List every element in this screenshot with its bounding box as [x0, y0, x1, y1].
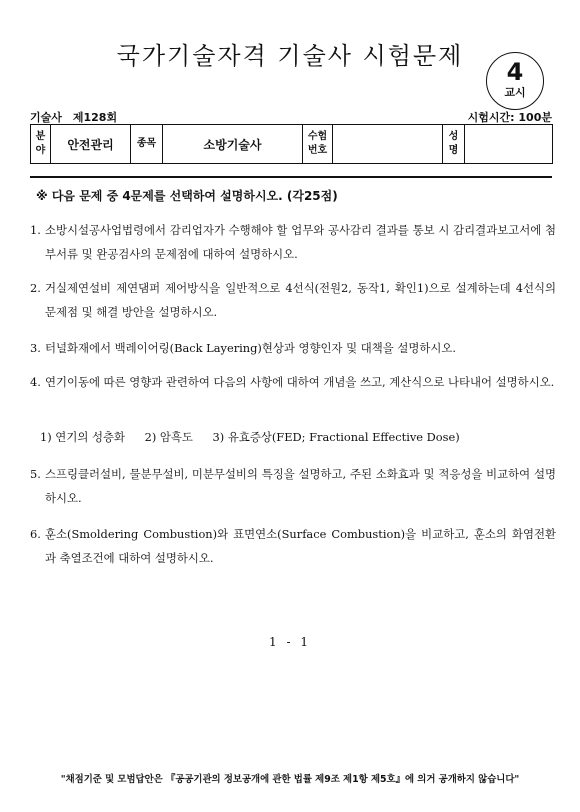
name-field[interactable] [465, 125, 553, 164]
instruction: ※ 다음 문제 중 4문제를 선택하여 설명하시오. (각25점) [36, 189, 338, 203]
header-divider [30, 176, 552, 178]
category-label: 종목 [131, 125, 163, 164]
question-number: 3. [30, 341, 41, 355]
candidate-number-label-text: 수험 번호 [307, 131, 328, 156]
subitem-2: 2) 암흑도 [144, 430, 193, 444]
field-label [31, 125, 51, 164]
name-label-text: 성 명 [448, 131, 459, 156]
candidate-number-label [303, 125, 333, 164]
question-number: 1. [30, 223, 41, 237]
question-4-subitems [40, 429, 476, 445]
exam-info-table [30, 124, 553, 164]
question-4 [30, 370, 554, 394]
subitem-3: 3) 유효증상(FED; Fractional Effective Dose) [212, 430, 460, 444]
subitem-1: 1) 연기의 성층화 [40, 430, 125, 444]
field-value: 안전관리 [51, 125, 131, 164]
question-number: 4. [30, 375, 41, 389]
question-text: 연기이동에 따른 영향과 관련하여 다음의 사항에 대하여 개념을 쓰고, 계산식으로 나타내어 설명하시오. [45, 375, 555, 389]
page-number: 1 - 1 [269, 635, 311, 649]
category-value: 소방기술사 [163, 125, 303, 164]
exam-title: 국가기술자격 기술사 시험문제 [116, 42, 464, 70]
session-label: 교시 [504, 86, 526, 99]
name-label [443, 125, 465, 164]
field-label-text: 분 야 [35, 131, 46, 156]
question-5 [30, 462, 556, 510]
question-1 [30, 218, 556, 266]
question-3 [30, 336, 456, 360]
question-text: 훈소(Smoldering Combustion)와 표면연소(Surface Combustion)을 비교하고, 훈소의 화염전환과 축열조건에 대하여 설명하시오. [45, 527, 556, 565]
candidate-number-field[interactable] [333, 125, 443, 164]
exam-round: 기술사 제128회 [30, 111, 118, 124]
question-number: 2. [30, 281, 41, 295]
question-number: 5. [30, 467, 41, 481]
session-number: 4 [506, 58, 524, 86]
question-number: 6. [30, 527, 41, 541]
question-6 [30, 522, 556, 570]
question-text: 스프링클러설비, 물분무설비, 미분무설비의 특징을 설명하고, 주된 소화효과 및 적응성을 비교하여 설명하시오. [45, 467, 556, 505]
question-2 [30, 276, 556, 324]
question-text: 소방시설공사업법령에서 감리업자가 수행해야 할 업무와 공사감리 결과를 통보 시 감리결과보고서에 첨부서류 및 완공검사의 문제점에 대하여 설명하시오. [45, 223, 556, 261]
question-text: 터널화재에서 백레이어링(Back Layering)현상과 영향인자 및 대책을 설명하시오. [45, 341, 457, 355]
disclosure-footer: "채점기준 및 모범답안은 『공공기관의 정보공개에 관한 법률 제9조 제1항 제5호』에 의거 공개하지 않습니다" [60, 774, 520, 785]
session-badge [486, 52, 544, 110]
exam-duration: 시험시간: 100분 [467, 111, 552, 124]
question-text: 거실제연설비 제연댐퍼 제어방식을 일반적으로 4선식(전원2, 동작1, 확인1)으로 설계하는데 4선식의 문제점 및 해결 방안을 설명하시오. [45, 281, 556, 319]
